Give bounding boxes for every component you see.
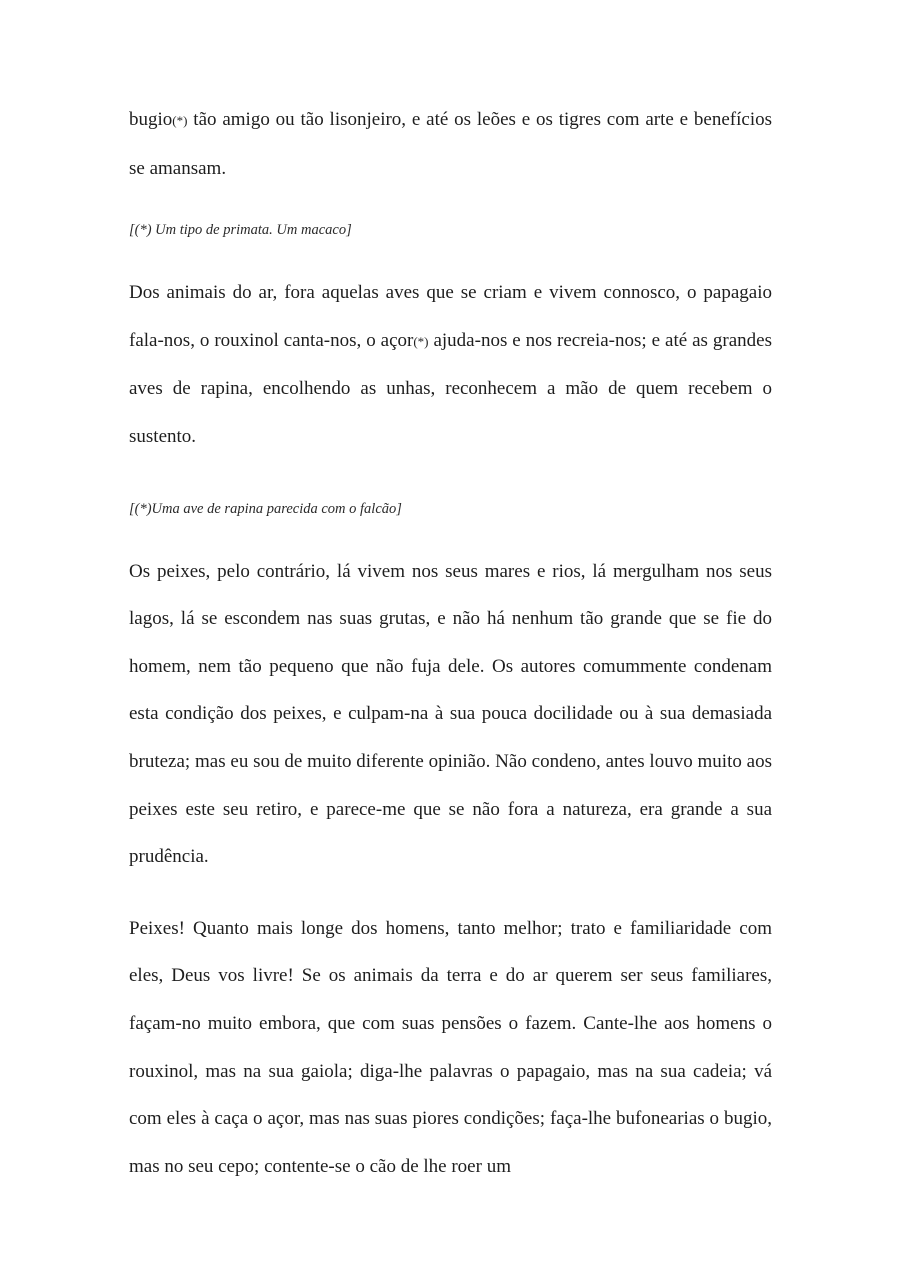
paragraph-text: Dos animais do ar, fora aquelas aves que se criam e vivem connosco, o papagaio fala-nos, o rouxinol canta-nos, o açor	[129, 282, 772, 351]
document-page	[129, 96, 772, 1190]
paragraph-animais-do-ar	[129, 269, 772, 460]
paragraph-os-peixes: Os peixes, pelo contrário, lá vivem nos seus mares e rios, lá mergulham nos seus lagos, lá se escondem nas suas grutas, e não há nenhum tão grande que se fie do homem, nem tão pequeno que não fuja dele. Os autores comummente condenam esta condição dos peixes, e culpam-na à sua pouca docilidade ou à sua demasiada bruteza; mas eu sou de muito diferente opinião. Não condeno, antes louvo muito aos peixes este seu retiro, e parece-me que se não fora a natureza, era grande a sua prudência.	[129, 560, 772, 868]
footnote-primata: [(*) Um tipo de primata. Um macaco]	[129, 222, 352, 239]
footnote-marker: (*)	[172, 113, 188, 128]
paragraph-bugio	[129, 96, 772, 192]
paragraph-text: tão amigo ou tão lisonjeiro, e até os leões e os tigres com arte e benefícios se amansam.	[129, 109, 772, 179]
paragraph-peixes-exclamation: Peixes! Quanto mais longe dos homens, tanto melhor; trato e familiaridade com eles, Deus vos livre! Se os animais da terra e do ar querem ser seus familiares, façam-no muito embora, que com suas pensões o fazem. Cante-lhe aos homens o rouxinol, mas na sua gaiola; diga-lhe palavras o papagaio, mas na sua cadeia; vá com eles à caça o açor, mas nas suas piores condições; faça-lhe bufonearias o bugio, mas no seu cepo; contente-se o cão de lhe roer um	[129, 917, 772, 1177]
paragraph-text: bugio	[129, 109, 173, 130]
footnote-marker: (*)	[413, 333, 429, 349]
paragraph-text: ajuda-nos e nos recreia-nos; e até as grandes aves de rapina, encolhendo as unhas, reconhecem a mão de quem recebem o sustento.	[129, 329, 772, 447]
footnote-acor: [(*)Uma ave de rapina parecida com o falcão]	[129, 500, 402, 517]
